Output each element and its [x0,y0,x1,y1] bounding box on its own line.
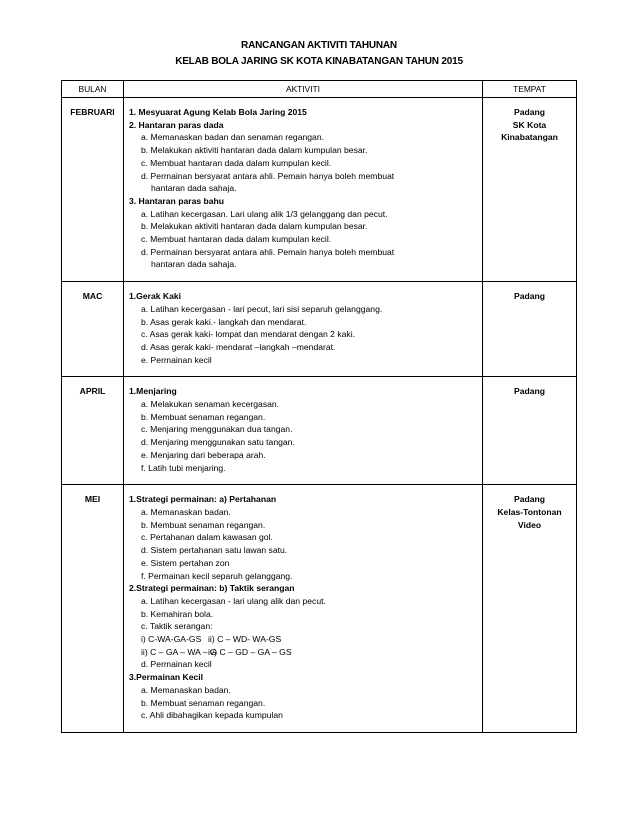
activity-line: hantaran dada sahaja. [151,183,237,194]
activity-line: c. Membuat hantaran dada dalam kumpulan kecil. [141,157,332,168]
month-cell: MAC [62,282,124,377]
activity-line: a. Latihan kecergasan - lari ulang alik dan pecut. [141,595,326,606]
activity-line: c. Ahli dibahagikan kepada kumpulan [141,710,283,721]
document-title: RANCANGAN AKTIVITI TAHUNAN [241,40,397,51]
activity-line: e. Sistem pertahan zon [141,557,230,568]
table-row [62,98,577,282]
activity-line [129,646,478,659]
document-subtitle: KELAB BOLA JARING SK KOTA KINABATANGAN TAHUN 2015 [175,56,463,67]
activity-line: e. Menjaring dari beberapa arah. [141,449,266,460]
place-line: Kinabatangan [501,132,558,143]
activity-table [61,80,577,733]
header-tempat: TEMPAT [483,81,577,98]
table-row [62,377,577,485]
activity-line: a. Memanaskan badan dan senaman regangan. [141,132,324,143]
activity-line: a. Memanaskan badan. [141,506,231,517]
place-line: SK Kota [512,119,547,130]
place-line: Padang [513,107,546,117]
activity-line: b. Membuat senaman regangan. [141,519,266,530]
activity-line: 3.Permainan Kecil [129,672,204,683]
activity-line: b. Melakukan aktiviti hantaran dada dalam kumpulan besar. [141,221,368,232]
activity-line: a. Memanaskan badan. [141,684,231,695]
place-cell [483,282,577,377]
table-header-row [62,81,577,98]
activity-line: c. Menjaring menggunakan dua tangan. [141,424,293,435]
activity-line: d. Permainan bersyarat antara ahli. Pemain hanya boleh membuat [141,246,395,257]
activity-line: d. Permainan bersyarat antara ahli. Pemain hanya boleh membuat [141,170,395,181]
activity-line: e. Permainan kecil [141,354,212,365]
activity-line: b. Membuat senaman regangan. [141,411,266,422]
activity-line: c. Pertahanan dalam kawasan gol. [141,532,273,543]
activity-line-part: ii) C – GA – WA – G [141,646,217,657]
activity-line: 2.Strategi permainan: b) Taktik serangan [129,583,295,594]
activity-line: b. Kemahiran bola. [141,608,214,619]
activity-cell [124,377,483,485]
activity-line: 3. Hantaran paras bahu [129,195,225,206]
place-line: Kelas-Tontonan [497,506,562,517]
header-aktiviti: AKTIVITI [124,81,483,98]
activity-line: d. Sistem pertahanan satu lawan satu. [141,545,288,556]
month-cell: FEBRUARI [62,98,124,282]
activity-line: f. Permainan kecil separuh gelanggang. [141,570,293,581]
activity-line: c. Asas gerak kaki- lompat dan mendarat dengan 2 kaki. [141,329,356,340]
activity-line: 1.Strategi permainan: a) Pertahanan [129,494,277,505]
activity-line: c. Membuat hantaran dada dalam kumpulan kecil. [141,234,332,245]
activity-line: f. Latih tubi menjaring. [141,462,226,473]
activity-cell [124,485,483,733]
activity-line: 1.Menjaring [129,386,177,397]
place-line: Video [517,519,542,530]
place-cell [483,377,577,485]
place-line: Padang [513,291,546,302]
header-bulan: BULAN [62,81,124,98]
place-cell [483,485,577,733]
activity-line: b. Melakukan aktiviti hantaran dada dalam kumpulan besar. [141,145,368,156]
activity-cell [124,282,483,377]
activity-line: 2. Hantaran paras dada [129,119,224,130]
activity-line [129,633,478,646]
place-line: Padang [513,386,546,397]
activity-cell [124,98,483,282]
month-cell: APRIL [62,377,124,485]
activity-line: a. Latihan kecergasan - lari pecut, lari sisi separuh gelanggang. [141,303,383,314]
place-cell [483,98,577,282]
place-line: Padang [513,494,546,505]
activity-line: hantaran dada sahaja. [151,259,237,270]
table-row [62,485,577,733]
activity-line: d. Asas gerak kaki- mendarat –langkah –mendarat. [141,341,336,352]
activity-line: 1.Gerak Kaki [129,291,182,302]
activity-line: d. Permainan kecil [141,659,212,670]
table-row [62,282,577,377]
activity-line: c. Taktik serangan: [141,621,213,632]
month-cell: MEI [62,485,124,733]
activity-line: b. Membuat senaman regangan. [141,697,266,708]
activity-line-part: i) C-WA-GA-GS [141,634,202,645]
activity-line: d. Menjaring menggunakan satu tangan. [141,437,295,448]
activity-line: 1. Mesyuarat Agung Kelab Bola Jaring 2015 [129,107,307,117]
activity-line: b. Asas gerak kaki.- langkah dan mendarat. [141,316,307,327]
activity-line-part: iv) C – GD – GA – GS [208,646,292,657]
activity-line: a. Melakukan senaman kecergasan. [141,399,280,410]
activity-line: a. Latihan kecergasan. Lari ulang alik 1/3 gelanggang dan pecut. [141,208,388,219]
activity-line-part: ii) C – WD- WA-GS [208,634,282,645]
